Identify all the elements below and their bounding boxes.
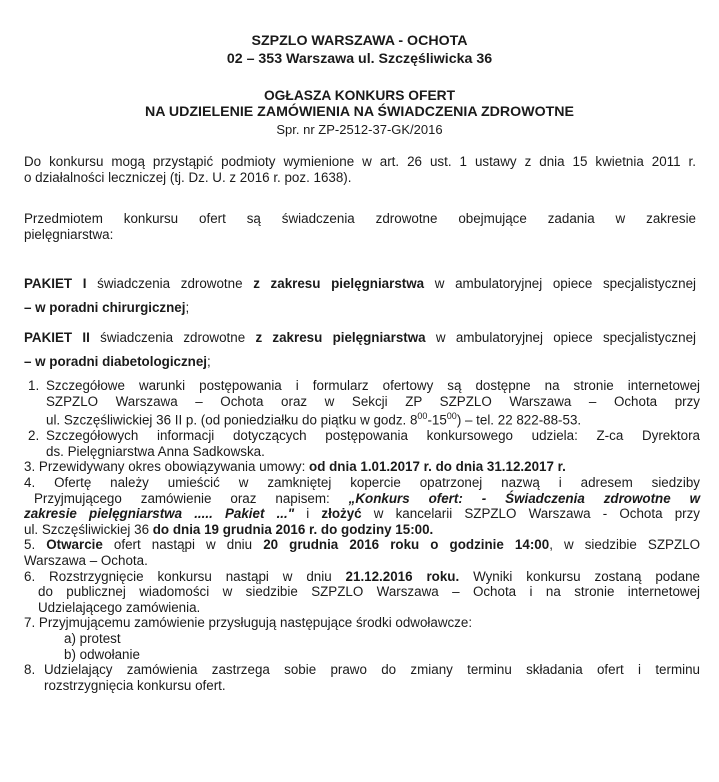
list-item-5-line-1: 5. Otwarcie ofert nastąpi w dniu 20 grudnia 2016 roku o godzinie 14:00, w siedzibie SZPZLO (24, 537, 700, 553)
list-item-7-text: 7. Przyjmującemu zamówienie przysługują następujące środki odwoławcze: (24, 615, 473, 631)
contract-period: od dnia 1.01.2017 r. do dnia 31.12.2017 r. (309, 459, 566, 475)
list-item-7 (24, 615, 700, 662)
list-item-3 (24, 459, 700, 475)
package-2-mid: świadczenia zdrowotne (89, 330, 256, 345)
package-2-clinic: – w poradni diabetologicznej (24, 353, 208, 369)
list-item-4-line-1: 4. Ofertę należy umieścić w zamkniętej kopercie opatrzonej nazwą i adresem siedziby (24, 475, 700, 491)
list-item-6-line-3: Udzielającego zamówienia. (38, 599, 201, 615)
package-2-scope: z zakresu pielęgniarstwa (255, 330, 426, 345)
list-item-4-line-4: ul. Szczęśliwickiej 36 do dnia 19 grudnia 2016 r. do godziny 15:00. (24, 521, 434, 537)
conditions-list (24, 378, 700, 693)
list-item-6-line-1: 6. Rozstrzygnięcie konkursu nastąpi w dniu 21.12.2016 roku. Wyniki konkursu zostaną podane (24, 568, 700, 584)
list-item-8-line-2: rozstrzygnięcia konkursu ofert. (44, 677, 226, 693)
package-2 (24, 330, 696, 369)
package-1-clinic: – w poradni chirurgicznej (24, 299, 186, 315)
list-item-1 (24, 378, 700, 428)
list-item-2 (24, 428, 700, 459)
eligibility-paragraph (24, 154, 696, 185)
organization-address: 02 – 353 Warszawa ul. Szczęśliwicka 36 (226, 51, 493, 67)
list-item-6 (24, 569, 700, 616)
package-1 (24, 276, 696, 315)
list-item-2-line-2: ds. Pielęgniarstwa Anna Sadkowska. (46, 443, 265, 459)
package-1-rest: w ambulatoryjnej opiece specjalistycznej (424, 276, 696, 291)
list-item-4-line-3: zakresie pielęgniarstwa ..... Pakiet ..." i złożyć w kancelarii SZPZLO Warszawa - Ochota przy (24, 506, 700, 522)
list-item-4-line-2: Przyjmującego zamówienie oraz napisem: „Konkurs ofert: - Świadczenia zdrowotne w (34, 490, 701, 506)
list-item-5 (24, 537, 700, 568)
list-item-8-number: 8. (24, 662, 36, 678)
subject-line-1: Przedmiotem konkursu ofert są świadczenia zdrowotne obejmujące zadania w zakresie (24, 211, 696, 226)
package-1-name: PAKIET I (24, 276, 87, 291)
list-item-1-line-1: Szczegółowe warunki postępowania i formularz ofertowy są dostępne na stronie internetowej (46, 378, 700, 393)
list-item-1-number: 1. (28, 378, 40, 393)
list-item-1-line-3: ul. Szczęśliwickiej 36 II p. (od poniedziałku do piątku w godz. $8^{00}-15^{00}$) – tel. 22 822-88-53. (46, 411, 582, 428)
list-item-2-number: 2. (28, 428, 40, 444)
remedy-protest: a) protest (64, 630, 121, 646)
list-item-8-line-1: Udzielający zamówienia zastrzega sobie prawo do zmiany terminu składania ofert i terminu (44, 662, 700, 678)
remedy-appeal: b) odwołanie (64, 646, 140, 662)
package-1-scope: z zakresu pielęgniarstwa (253, 276, 425, 291)
subject-line-2: pielęgniarstwa: (24, 226, 114, 242)
announcement-heading: OGŁASZA KONKURS OFERT (263, 88, 456, 103)
package-2-name: PAKIET II (24, 330, 90, 345)
subject-paragraph (24, 211, 696, 242)
list-item-8 (24, 662, 700, 693)
list-item-6-line-2: do publicznej wiadomości w siedzibie SZPZLO Warszawa – Ochota i na stronie internetowej (38, 584, 700, 600)
list-item-5-line-2: Warszawa – Ochota. (24, 553, 148, 568)
eligibility-line-1: Do konkursu mogą przystąpić podmioty wymienione w art. 26 ust. 1 ustawy z dnia 15 kwietnia 2011 r. (24, 154, 696, 169)
list-item-2-line-1: Szczegółowych informacji dotyczących postępowania konkursowego udziela: Z-ca Dyrektora (46, 428, 700, 444)
reference-number: Spr. nr ZP-2512-37-GK/2016 (276, 122, 443, 137)
package-1-end: ; (185, 299, 190, 315)
organization-name: SZPZLO WARSZAWA - OCHOTA (251, 33, 468, 49)
package-1-mid: świadczenia zdrowotne (86, 276, 254, 291)
list-item-4 (24, 475, 700, 537)
list-item-3-text: 3. Przewidywany okres obowiązywania umowy: (24, 459, 310, 475)
announcement-subject: NA UDZIELENIE ZAMÓWIENIA NA ŚWIADCZENIA ZDROWOTNE (144, 104, 574, 120)
list-item-1-line-2: SZPZLO Warszawa – Ochota oraz w Sekcji ZP SZPZLO Warszawa – Ochota przy (46, 393, 700, 409)
eligibility-line-2: o działalności leczniczej (tj. Dz. U. z 2016 r. poz. 1638). (24, 169, 352, 185)
package-2-rest: w ambulatoryjnej opiece specjalistycznej (425, 330, 696, 345)
package-2-end: ; (207, 353, 211, 369)
